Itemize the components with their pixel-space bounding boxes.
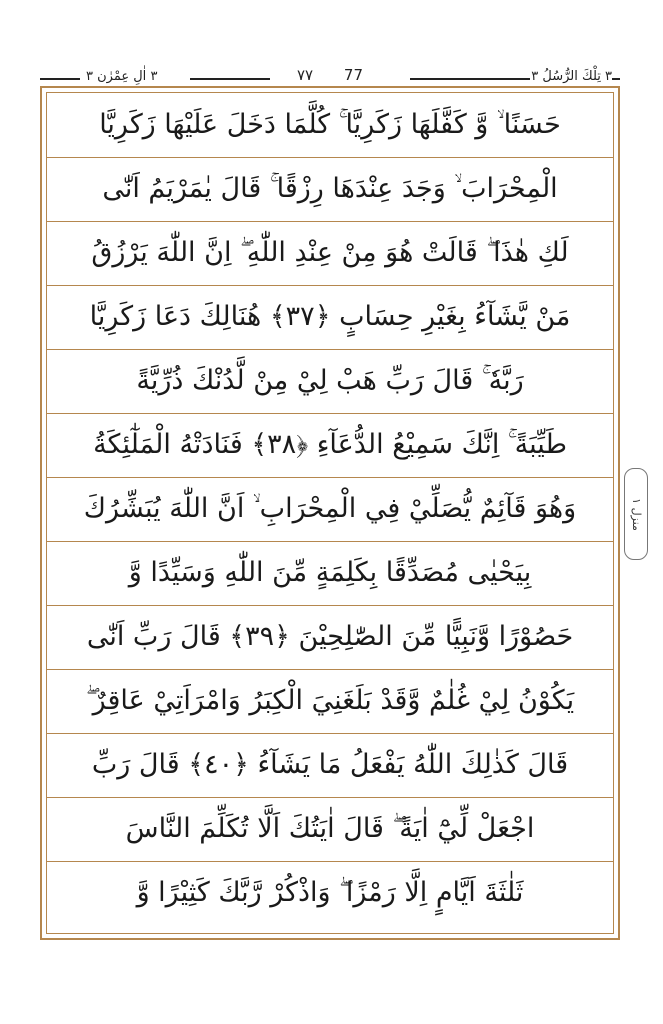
line-text: قَالَ كَذٰلِكَ اللّٰهُ يَفْعَلُ مَا يَشَآءُ ﴿٤٠﴾ قَالَ رَبِّ [91,749,569,780]
juz-label: ٣ تِلْكَ الرُّسُلُ ٣ [531,69,612,84]
header-rule-left [40,78,80,80]
line-text: حَسَنًا ۙ وَّ كَفَّلَهَا زَكَرِيَّا ۚ كُلَّمَا دَخَلَ عَلَيْهَا زَكَرِيَّا [99,109,561,140]
text-line-1 [47,93,613,158]
page-number-arabic: ۷۷ [297,66,314,84]
line-text: طَيِّبَةً ۚ اِنَّكَ سَمِيْعُ الدُّعَآءِ ﴿٣٨﴾ فَنَادَتْهُ الْمَلٰٓئِكَةُ [93,429,567,460]
line-text: حَصُوْرًا وَّنَبِيًّا مِّنَ الصّٰلِحِيْنَ ﴿٣٩﴾ قَالَ رَبِّ اَنّٰى [86,621,574,652]
text-line-10 [47,669,613,734]
text-line-9 [47,605,613,670]
line-text: مَنْ يَّشَآءُ بِغَيْرِ حِسَابٍ ﴿٣٧﴾ هُنَالِكَ دَعَا زَكَرِيَّا [89,301,571,332]
page-header [40,66,620,88]
manzil-label: منزل ١ [629,497,643,531]
page-frame [40,86,620,940]
text-body [46,92,614,934]
line-text: لَكِ هٰذَا ۖ قَالَتْ هُوَ مِنْ عِنْدِ اللّٰهِ ۖ اِنَّ اللّٰهَ يَرْزُقُ [91,237,569,268]
line-text: بِيَحْيٰى مُصَدِّقًا بِكَلِمَةٍ مِّنَ اللّٰهِ وَسَيِّدًا وَّ [128,557,532,588]
text-line-12 [47,797,613,862]
header-rule-mid-left [190,78,270,80]
manzil-marker [624,468,648,560]
text-line-5 [47,349,613,414]
header-rule-mid-right [410,78,530,80]
line-text: الْمِحْرَابَ ۙ وَجَدَ عِنْدَهَا رِزْقًا ۚ قَالَ يٰمَرْيَمُ اَنّٰى [102,173,558,204]
header-rule-right [612,78,620,80]
text-line-8 [47,541,613,606]
line-text: وَهُوَ قَآئِمٌ يُّصَلِّيْ فِي الْمِحْرَابِ ۙ اَنَّ اللّٰهَ يُبَشِّرُكَ [83,493,577,524]
line-text: ثَلٰثَةَ اَيَّامٍ اِلَّا رَمْزًا ۖ وَاذْكُرْ رَّبَّكَ كَثِيْرًا وَّ [136,877,524,908]
line-text: رَبَّهٗ ۚ قَالَ رَبِّ هَبْ لِيْ مِنْ لَّدُنْكَ ذُرِّيَّةً [136,365,524,396]
line-text: يَكُوْنُ لِيْ غُلٰمٌ وَّقَدْ بَلَغَنِيَ الْكِبَرُ وَامْرَاَتِيْ عَاقِرٌ ۖ [85,685,575,716]
text-line-7 [47,477,613,542]
text-line-11 [47,733,613,798]
text-line-13 [47,861,613,925]
line-text: اجْعَلْ لِّيْٓ اٰيَةً ۖ قَالَ اٰيَتُكَ اَلَّا تُكَلِّمَ النَّاسَ [125,813,535,844]
text-line-6 [47,413,613,478]
text-line-3 [47,221,613,286]
text-line-4 [47,285,613,350]
page-number [297,66,363,84]
text-line-2 [47,157,613,222]
page-number-latin: 77 [343,66,363,84]
surah-label: ٣ اٰلِ عِمْرٰن ٣ [86,69,158,84]
